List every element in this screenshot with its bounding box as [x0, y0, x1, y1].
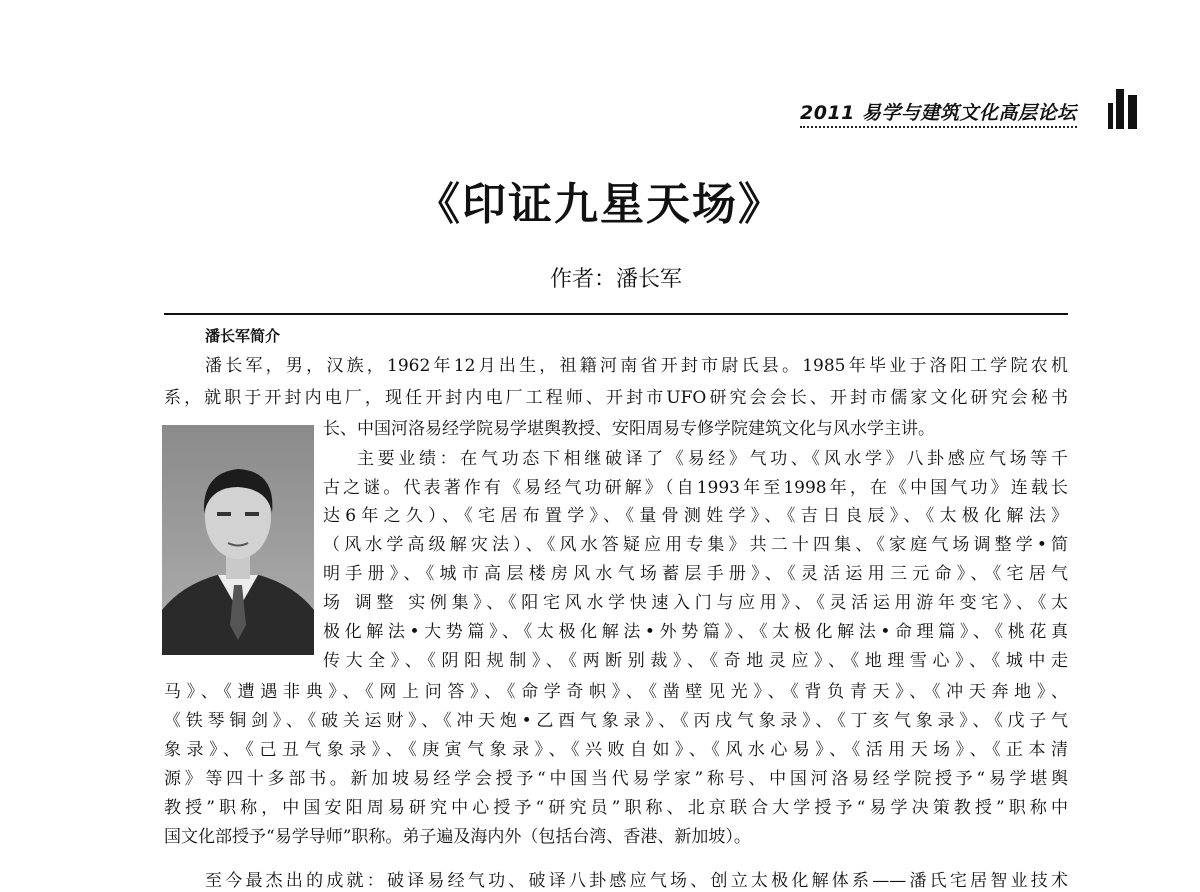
- body-line: 系，就职于开封内电厂，现任开封内电厂工程师、开封市UFO研究会会长、开封市儒家文化研究会秘书: [164, 388, 1068, 408]
- body-line: 教授”职称，中国安阳周易研究中心授予“研究员”职称、北京联合大学授予“易学决策教授”职称中: [164, 798, 1068, 818]
- article-title: 《印证九星天场》: [416, 179, 784, 230]
- bio-heading: 潘长军简介: [205, 327, 281, 345]
- body-line: 场 调整 实例集》、《阳宅风水学快速入门与应用》、《灵活运用游年变宅》、《太: [323, 593, 1068, 613]
- running-header: 2011 易学与建筑文化高层论坛: [800, 98, 1077, 128]
- body-line: 源》等四十多部书。新加坡易经学会授予“中国当代易学家”称号、中国河洛易经学院授予“易学堪舆: [164, 769, 1068, 789]
- body-line: 达6年之久）、《宅居布置学》、《量骨测姓学》、《吉日良辰》、《太极化解法》: [323, 506, 1068, 526]
- body-line: 长、中国河洛易经学院易学堪舆教授、安阳周易专修学院建筑文化与风水学主讲。: [323, 419, 935, 439]
- body-line: 国文化部授予“易学导师”职称。弟子遍及海内外（包括台湾、香港、新加坡）。: [164, 827, 751, 847]
- body-line: 古之谜。代表著作有《易经气功研解》（自1993年至1998年，在《中国气功》连载长: [323, 478, 1068, 498]
- author-line: 作者：潘长军: [549, 267, 682, 292]
- body-line: 主要业绩：在气功态下相继破译了《易经》气功、《风水学》八卦感应气场等千: [357, 449, 1068, 469]
- body-line: 明手册》、《城市高层楼房风水气场蓄层手册》、《灵活运用三元命》、《宅居气: [323, 564, 1068, 584]
- body-line: 《铁琴铜剑》、《破关运财》、《冲天炮•乙酉气象录》、《丙戌气象录》、《丁亥气象录》、《戊子气: [164, 711, 1068, 731]
- body-line: 马》、《遭遇非典》、《网上问答》、《命学奇帜》、《凿壁见光》、《背负青天》、《冲天奔地》、: [164, 682, 1068, 702]
- body-line: 传大全》、《阴阳规制》、《两断别裁》、《奇地灵应》、《地理雪心》、《城中走: [323, 651, 1068, 671]
- title-rule: [164, 313, 1068, 315]
- body-line: （风水学高级解灾法）、《风水答疑应用专集》共二十四集、《家庭气场调整学•简: [323, 535, 1068, 555]
- author-photo: [162, 425, 314, 655]
- body-line: 潘长军，男，汉族，1962年12月出生，祖籍河南省开封市尉氏县。1985年毕业于洛阳工学院农机: [205, 356, 1068, 376]
- body-line: 极化解法•大势篇》、《太极化解法•外势篇》、《太极化解法•命理篇》、《桃花真: [323, 622, 1068, 642]
- body-line: 至今最杰出的成就：破译易经气功、破译八卦感应气场、创立太极化解体系——潘氏宅居智业技术: [205, 871, 1068, 891]
- header-bars-icon: [1104, 87, 1140, 129]
- body-line: 象录》、《己丑气象录》、《庚寅气象录》、《兴败自如》、《风水心易》、《活用天场》、《正本清: [164, 740, 1068, 760]
